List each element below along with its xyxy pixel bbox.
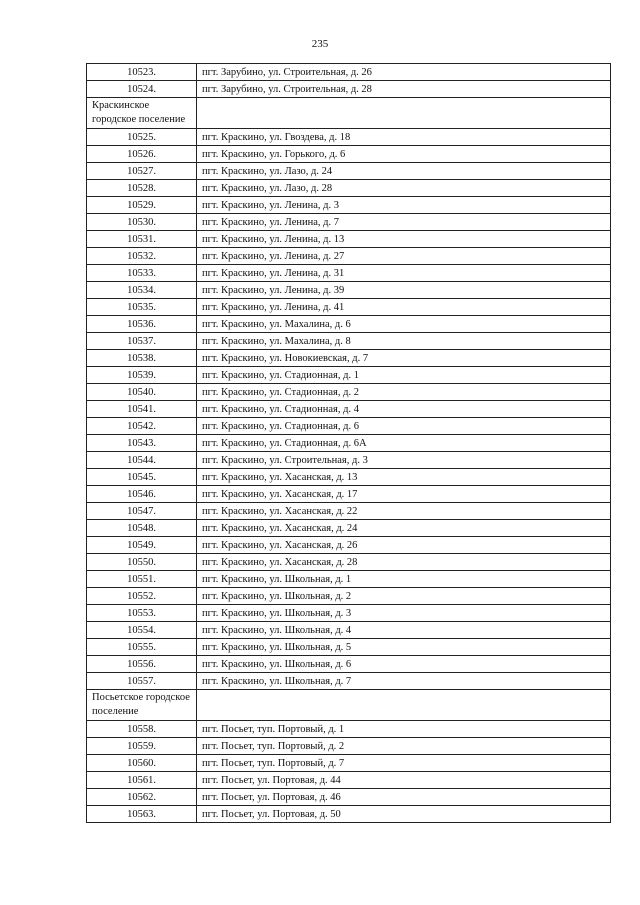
row-number: 10546.: [87, 486, 197, 503]
table-row: [87, 673, 611, 690]
table-row: [87, 316, 611, 333]
section-row: [87, 690, 611, 721]
row-number: 10530.: [87, 214, 197, 231]
table-row: [87, 605, 611, 622]
row-address: пгт. Посьет, туп. Портовый, д. 7: [197, 755, 611, 772]
row-number: 10528.: [87, 180, 197, 197]
row-address: пгт. Краскино, ул. Горького, д. 6: [197, 146, 611, 163]
table-row: [87, 180, 611, 197]
table-row: [87, 469, 611, 486]
row-address: пгт. Краскино, ул. Ленина, д. 27: [197, 248, 611, 265]
row-number: 10550.: [87, 554, 197, 571]
table-row: [87, 384, 611, 401]
table-row: [87, 435, 611, 452]
row-number: 10532.: [87, 248, 197, 265]
row-number: 10549.: [87, 537, 197, 554]
table-row: [87, 721, 611, 738]
table-row: [87, 588, 611, 605]
row-address: пгт. Краскино, ул. Хасанская, д. 17: [197, 486, 611, 503]
table-row: [87, 571, 611, 588]
row-number: 10559.: [87, 738, 197, 755]
table-row: [87, 333, 611, 350]
row-address: пгт. Зарубино, ул. Строительная, д. 28: [197, 81, 611, 98]
row-number: 10540.: [87, 384, 197, 401]
row-number: 10555.: [87, 639, 197, 656]
row-number: 10524.: [87, 81, 197, 98]
row-address: пгт. Краскино, ул. Стадионная, д. 1: [197, 367, 611, 384]
row-address: пгт. Посьет, ул. Портовая, д. 44: [197, 772, 611, 789]
row-address: пгт. Краскино, ул. Школьная, д. 4: [197, 622, 611, 639]
row-number: 10525.: [87, 129, 197, 146]
row-address: пгт. Посьет, туп. Портовый, д. 2: [197, 738, 611, 755]
table-row: [87, 146, 611, 163]
row-address: пгт. Краскино, ул. Школьная, д. 1: [197, 571, 611, 588]
row-number: 10535.: [87, 299, 197, 316]
row-address: пгт. Краскино, ул. Школьная, д. 6: [197, 656, 611, 673]
row-number: 10543.: [87, 435, 197, 452]
row-number: 10553.: [87, 605, 197, 622]
table-row: [87, 452, 611, 469]
row-address: пгт. Краскино, ул. Новокиевская, д. 7: [197, 350, 611, 367]
row-address: пгт. Посьет, ул. Портовая, д. 46: [197, 789, 611, 806]
address-table-body: [87, 64, 611, 823]
table-row: [87, 282, 611, 299]
row-number: 10529.: [87, 197, 197, 214]
row-address: пгт. Краскино, ул. Хасанская, д. 28: [197, 554, 611, 571]
row-number: 10523.: [87, 64, 197, 81]
table-row: [87, 772, 611, 789]
row-number: 10526.: [87, 146, 197, 163]
table-row: [87, 163, 611, 180]
row-address: пгт. Краскино, ул. Лазо, д. 28: [197, 180, 611, 197]
table-row: [87, 520, 611, 537]
table-row: [87, 639, 611, 656]
row-address: пгт. Краскино, ул. Ленина, д. 3: [197, 197, 611, 214]
table-row: [87, 806, 611, 823]
row-address: пгт. Зарубино, ул. Строительная, д. 26: [197, 64, 611, 81]
row-address: пгт. Краскино, ул. Стадионная, д. 2: [197, 384, 611, 401]
row-number: 10552.: [87, 588, 197, 605]
row-number: 10527.: [87, 163, 197, 180]
table-row: [87, 656, 611, 673]
row-address: пгт. Краскино, ул. Ленина, д. 39: [197, 282, 611, 299]
row-number: 10539.: [87, 367, 197, 384]
row-address: пгт. Краскино, ул. Строительная, д. 3: [197, 452, 611, 469]
row-number: 10561.: [87, 772, 197, 789]
row-address: пгт. Краскино, ул. Махалина, д. 6: [197, 316, 611, 333]
row-address: пгт. Краскино, ул. Школьная, д. 5: [197, 639, 611, 656]
row-address: пгт. Краскино, ул. Гвоздева, д. 18: [197, 129, 611, 146]
address-table: [86, 63, 611, 823]
table-row: [87, 755, 611, 772]
table-row: [87, 197, 611, 214]
table-row: [87, 265, 611, 282]
row-address: пгт. Краскино, ул. Школьная, д. 2: [197, 588, 611, 605]
row-number: 10536.: [87, 316, 197, 333]
table-row: [87, 503, 611, 520]
row-address: пгт. Посьет, ул. Портовая, д. 50: [197, 806, 611, 823]
row-number: 10548.: [87, 520, 197, 537]
row-address: пгт. Краскино, ул. Ленина, д. 31: [197, 265, 611, 282]
row-address: пгт. Краскино, ул. Ленина, д. 13: [197, 231, 611, 248]
table-row: [87, 299, 611, 316]
table-row: [87, 231, 611, 248]
table-row: [87, 214, 611, 231]
table-row: [87, 64, 611, 81]
row-address: пгт. Краскино, ул. Хасанская, д. 26: [197, 537, 611, 554]
table-row: [87, 401, 611, 418]
table-row: [87, 554, 611, 571]
row-number: 10544.: [87, 452, 197, 469]
row-number: 10542.: [87, 418, 197, 435]
row-number: 10554.: [87, 622, 197, 639]
row-number: 10558.: [87, 721, 197, 738]
row-number: 10563.: [87, 806, 197, 823]
section-empty-cell: [197, 690, 611, 721]
row-address: пгт. Краскино, ул. Школьная, д. 3: [197, 605, 611, 622]
row-address: пгт. Краскино, ул. Хасанская, д. 13: [197, 469, 611, 486]
table-row: [87, 789, 611, 806]
row-address: пгт. Краскино, ул. Хасанская, д. 24: [197, 520, 611, 537]
table-row: [87, 129, 611, 146]
row-number: 10551.: [87, 571, 197, 588]
row-number: 10538.: [87, 350, 197, 367]
row-number: 10534.: [87, 282, 197, 299]
row-number: 10547.: [87, 503, 197, 520]
table-row: [87, 350, 611, 367]
table-row: [87, 738, 611, 755]
section-label: Краскинское городское поселение: [87, 98, 197, 129]
section-row: [87, 98, 611, 129]
row-number: 10533.: [87, 265, 197, 282]
row-number: 10560.: [87, 755, 197, 772]
row-number: 10545.: [87, 469, 197, 486]
row-number: 10562.: [87, 789, 197, 806]
section-empty-cell: [197, 98, 611, 129]
table-row: [87, 81, 611, 98]
row-address: пгт. Посьет, туп. Портовый, д. 1: [197, 721, 611, 738]
row-address: пгт. Краскино, ул. Ленина, д. 41: [197, 299, 611, 316]
row-address: пгт. Краскино, ул. Стадионная, д. 4: [197, 401, 611, 418]
section-label: Посьетское городское поселение: [87, 690, 197, 721]
row-number: 10557.: [87, 673, 197, 690]
table-row: [87, 367, 611, 384]
table-row: [87, 622, 611, 639]
row-number: 10531.: [87, 231, 197, 248]
row-address: пгт. Краскино, ул. Махалина, д. 8: [197, 333, 611, 350]
table-row: [87, 248, 611, 265]
row-number: 10541.: [87, 401, 197, 418]
page-number: 235: [311, 38, 329, 50]
row-number: 10537.: [87, 333, 197, 350]
row-address: пгт. Краскино, ул. Стадионная, д. 6А: [197, 435, 611, 452]
row-address: пгт. Краскино, ул. Хасанская, д. 22: [197, 503, 611, 520]
row-address: пгт. Краскино, ул. Ленина, д. 7: [197, 214, 611, 231]
row-address: пгт. Краскино, ул. Школьная, д. 7: [197, 673, 611, 690]
table-row: [87, 537, 611, 554]
row-address: пгт. Краскино, ул. Лазо, д. 24: [197, 163, 611, 180]
table-row: [87, 486, 611, 503]
row-address: пгт. Краскино, ул. Стадионная, д. 6: [197, 418, 611, 435]
row-number: 10556.: [87, 656, 197, 673]
table-row: [87, 418, 611, 435]
